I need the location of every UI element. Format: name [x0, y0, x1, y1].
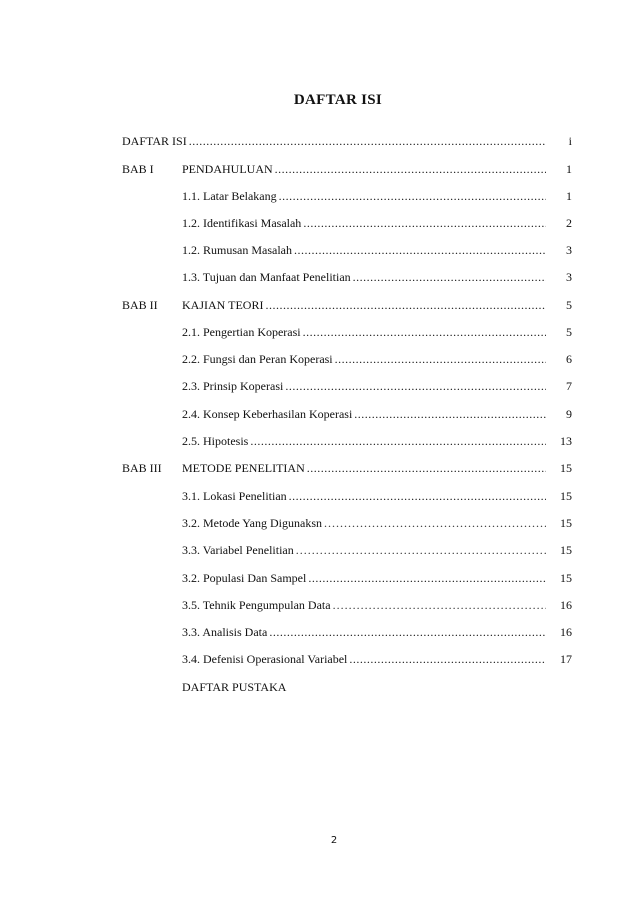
- toc-row: [122, 458, 577, 478]
- toc-entry-text: 2.5. Hipotesis: [182, 434, 249, 448]
- toc-entry: [182, 322, 546, 342]
- toc-leader: [333, 595, 546, 615]
- toc-row: [122, 240, 577, 260]
- toc-page-number: 6: [566, 352, 572, 366]
- toc-chapter: BAB II: [122, 298, 158, 312]
- toc-leader: [308, 568, 546, 588]
- toc-entry-text: 2.2. Fungsi dan Peran Koperasi: [182, 352, 333, 366]
- toc-page-number: 15: [560, 516, 572, 530]
- toc-entry: [182, 568, 546, 588]
- toc-leader: [294, 240, 546, 260]
- toc-chapter: BAB I: [122, 162, 154, 176]
- toc-page-number: 3: [566, 270, 572, 284]
- toc-entry-text: 3.3. Variabel Penelitian: [182, 543, 294, 557]
- toc-page-number: 15: [560, 489, 572, 503]
- toc-row: [122, 131, 577, 151]
- toc-row: [122, 267, 577, 287]
- toc-entry-text: 1.2. Identifikasi Masalah: [182, 216, 302, 230]
- toc-entry-text: KAJIAN TEORI: [182, 298, 264, 312]
- toc-leader: [324, 513, 546, 533]
- toc-leader: [349, 649, 546, 669]
- toc-entry-text: 1.2. Rumusan Masalah: [182, 243, 292, 257]
- toc-entry: [182, 295, 546, 315]
- toc-leader: [189, 131, 546, 151]
- toc-page-number: 5: [566, 298, 572, 312]
- toc-entry: [182, 622, 546, 642]
- toc-entry-text: 3.2. Populasi Dan Sampel: [182, 571, 307, 585]
- toc-leader: [279, 186, 546, 206]
- toc-page-number: 7: [566, 379, 572, 393]
- toc-leader: [303, 322, 546, 342]
- toc-row: [122, 213, 577, 233]
- toc-row: [122, 513, 577, 533]
- toc-page-number: 16: [560, 598, 572, 612]
- toc-row: [122, 295, 577, 315]
- toc-page-number: 5: [566, 325, 572, 339]
- toc-entry-text: 3.3. Analisis Data: [182, 625, 268, 639]
- toc-entry: [182, 267, 546, 287]
- toc-entry: [182, 677, 288, 697]
- toc-leader: [285, 376, 546, 396]
- toc-entry-text: 2.3. Prinsip Koperasi: [182, 379, 284, 393]
- toc-row: [122, 349, 577, 369]
- toc-page-number: 15: [560, 543, 572, 557]
- toc-row: [122, 404, 577, 424]
- toc-entry-text: 2.4. Konsep Keberhasilan Koperasi: [182, 407, 353, 421]
- toc-row: [122, 622, 577, 642]
- toc-page-number: 16: [560, 625, 572, 639]
- toc-entry-text: 3.4. Defenisi Operasional Variabel: [182, 652, 348, 666]
- toc-row: [122, 322, 577, 342]
- toc-page-number: i: [568, 134, 572, 148]
- toc-entry: [182, 513, 546, 533]
- toc-entry: [182, 649, 546, 669]
- toc-entry: [182, 240, 546, 260]
- toc-page-number: 15: [560, 571, 572, 585]
- toc-row: [122, 376, 577, 396]
- toc-row: [122, 677, 577, 697]
- toc-row: [122, 568, 577, 588]
- page-title: DAFTAR ISI: [293, 92, 383, 108]
- toc-page-number: 1: [566, 162, 572, 176]
- toc-entry: [182, 486, 546, 506]
- toc-entry-text: 3.2. Metode Yang Digunaksn: [182, 516, 322, 530]
- toc-entry: [182, 458, 546, 478]
- toc-entry: [182, 186, 546, 206]
- toc-row: [122, 186, 577, 206]
- toc-page-number: 3: [566, 243, 572, 257]
- toc-page-number: 2: [566, 216, 572, 230]
- toc-entry: [182, 540, 546, 560]
- toc-entry-text: METODE PENELITIAN: [182, 461, 305, 475]
- toc-entry: [182, 404, 546, 424]
- toc-row: [122, 595, 577, 615]
- toc-leader: [275, 159, 546, 179]
- toc-entry-text: 3.5. Tehnik Pengumpulan Data: [182, 598, 331, 612]
- toc-leader: [335, 349, 546, 369]
- toc-entry-text: DAFTAR ISI: [122, 134, 187, 148]
- toc-row: [122, 159, 577, 179]
- toc-leader: [265, 295, 546, 315]
- toc-entry: [182, 159, 546, 179]
- toc-entry: [182, 595, 546, 615]
- toc-page-number: 13: [560, 434, 572, 448]
- toc-entry: [182, 213, 546, 233]
- toc-chapter: BAB III: [122, 461, 162, 475]
- toc-entry-text: DAFTAR PUSTAKA: [182, 680, 287, 694]
- toc-row: [122, 649, 577, 669]
- toc-row: [122, 431, 577, 451]
- toc-page-number: 1: [566, 189, 572, 203]
- toc-leader: [250, 431, 546, 451]
- toc-page-number: 15: [560, 461, 572, 475]
- toc-entry: [122, 131, 546, 151]
- toc-leader: [289, 486, 546, 506]
- toc-entry-text: 1.3. Tujuan dan Manfaat Penelitian: [182, 270, 351, 284]
- toc-page-number: 17: [560, 652, 572, 666]
- toc-entry-text: PENDAHULUAN: [182, 162, 273, 176]
- toc-leader: [296, 540, 546, 560]
- toc-leader: [307, 458, 546, 478]
- toc-entry: [182, 431, 546, 451]
- toc-leader: [303, 213, 546, 233]
- toc-leader: [269, 622, 546, 642]
- toc-entry: [182, 349, 546, 369]
- toc-entry: [182, 376, 546, 396]
- toc-leader: [354, 404, 546, 424]
- toc-page-number: 9: [566, 407, 572, 421]
- page-number-footer: 2: [330, 835, 338, 846]
- toc-entry-text: 3.1. Lokasi Penelitian: [182, 489, 287, 503]
- toc-row: [122, 486, 577, 506]
- toc-leader: [353, 267, 546, 287]
- toc-entry-text: 1.1. Latar Belakang: [182, 189, 277, 203]
- toc-row: [122, 540, 577, 560]
- toc-entry-text: 2.1. Pengertian Koperasi: [182, 325, 301, 339]
